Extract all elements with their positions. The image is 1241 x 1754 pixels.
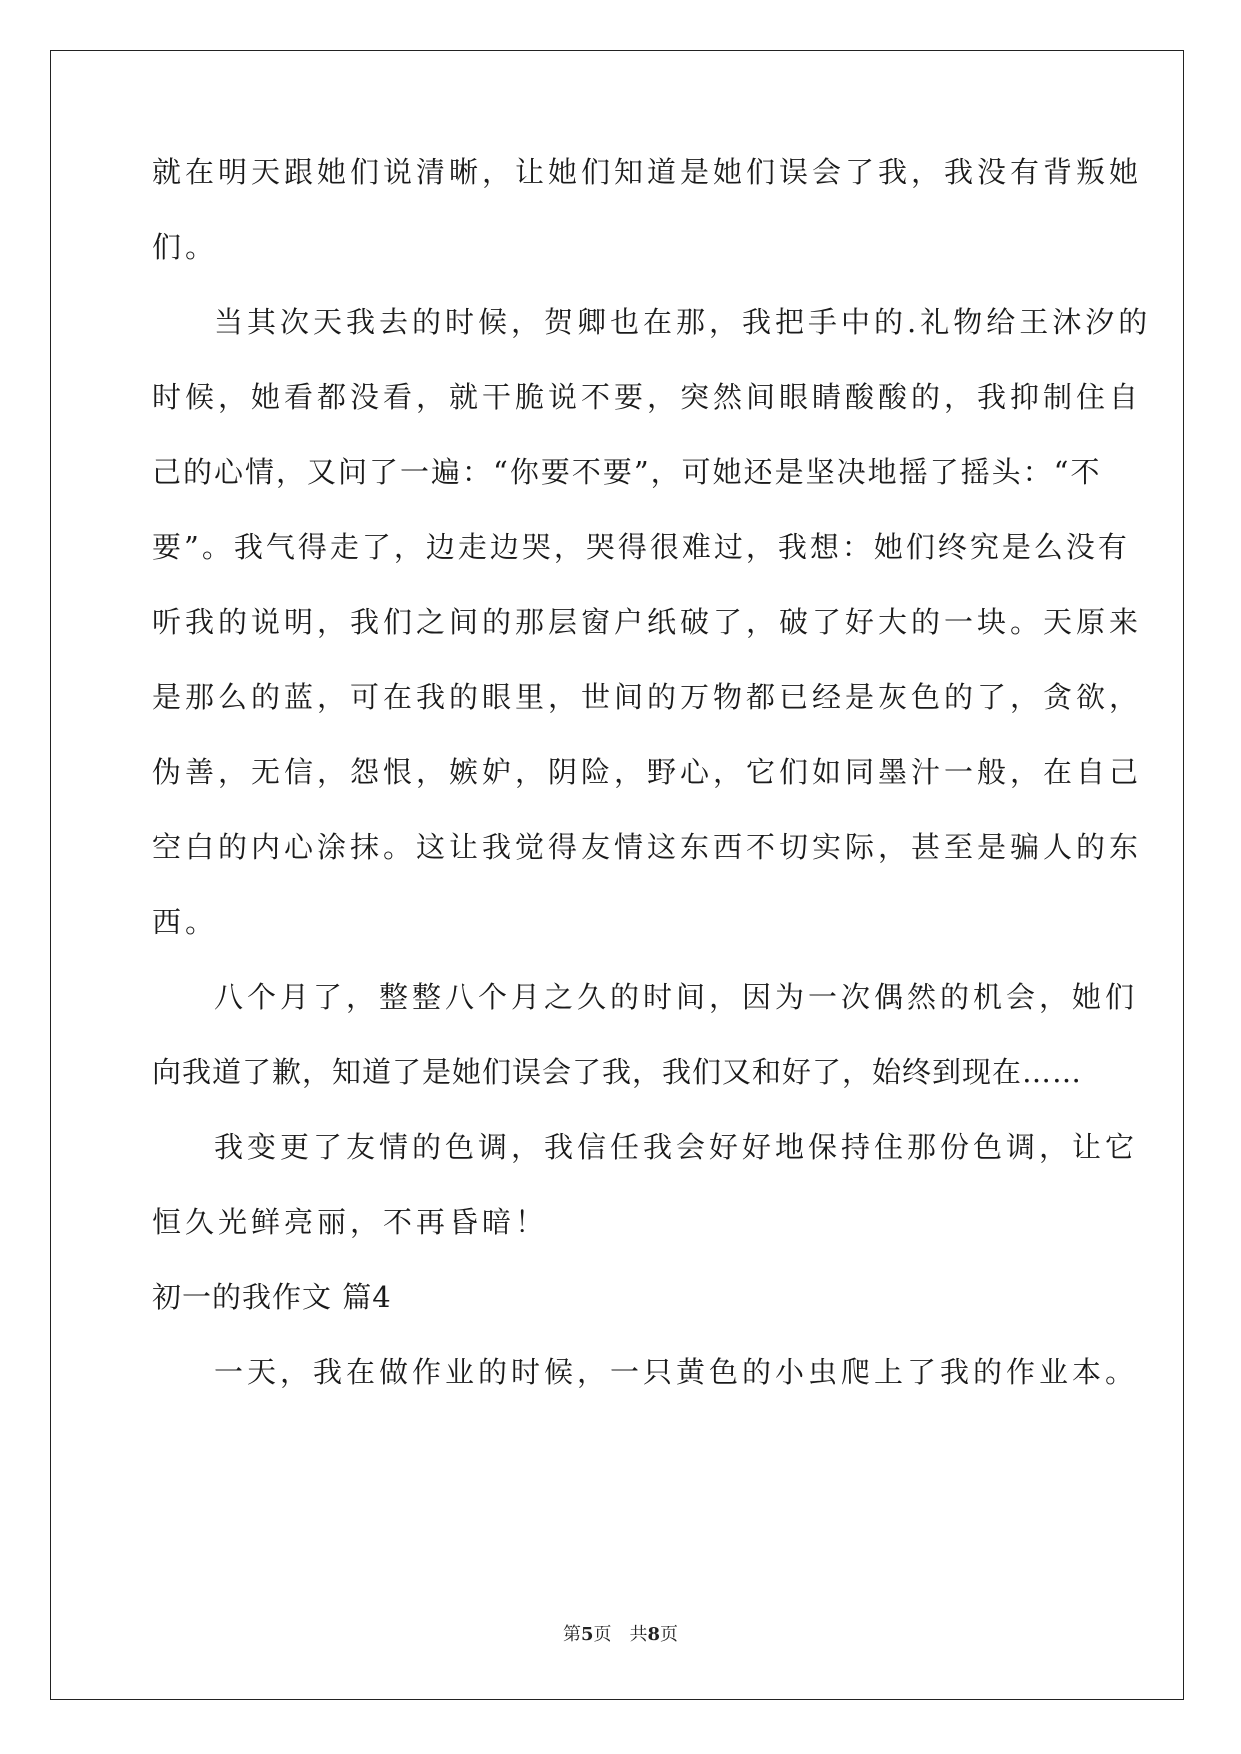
page-footer	[0, 1620, 1241, 1646]
text-line: 就在明天跟她们说清晰，让她们知道是她们误会了我，我没有背叛她	[152, 155, 1143, 189]
page-border	[50, 50, 1184, 1700]
text-line: 要”。我气得走了，边走边哭，哭得很难过，我想：她们终究是么没有	[152, 530, 1130, 564]
paragraph-start: 当其次天我去的时候，贺卿也在那，我把手中的.礼物给王沐汐的	[214, 305, 1152, 339]
paragraph-start: 我变更了友情的色调，我信任我会好好地保持住那份色调，让它	[214, 1130, 1139, 1164]
text-line: 己的心情，又问了一遍：“你要不要”，可她还是坚决地摇了摇头：“不	[152, 455, 1102, 489]
text-line: 向我道了歉，知道了是她们误会了我，我们又和好了，始终到现在……	[152, 1055, 1083, 1089]
text-line: 是那么的蓝，可在我的眼里，世间的万物都已经是灰色的了，贪欲，	[152, 680, 1143, 714]
section-heading: 初一的我作文 篇4	[152, 1280, 392, 1314]
current-page-number: 5	[580, 1624, 594, 1645]
footer-middle: 页 共	[593, 1624, 648, 1645]
footer-prefix: 第	[562, 1624, 581, 1645]
paragraph-start: 八个月了，整整八个月之久的时间，因为一次偶然的机会，她们	[214, 980, 1139, 1014]
text-line: 空白的内心涂抹。这让我觉得友情这东西不切实际，甚至是骗人的东	[152, 830, 1143, 864]
text-line: 伪善，无信，怨恨，嫉妒，阴险，野心，它们如同墨汁一般，在自己	[152, 755, 1143, 789]
total-page-number: 8	[647, 1624, 661, 1645]
text-line: 恒久光鲜亮丽，不再昏暗！	[152, 1205, 549, 1239]
text-line: 西。	[152, 905, 219, 939]
text-line: 时候，她看都没看，就干脆说不要，突然间眼睛酸酸的，我抑制住自	[152, 380, 1143, 414]
footer-suffix: 页	[660, 1624, 679, 1645]
text-line: 们。	[152, 230, 219, 264]
paragraph-start: 一天，我在做作业的时候，一只黄色的小虫爬上了我的作业本。	[214, 1355, 1139, 1389]
text-line: 听我的说明，我们之间的那层窗户纸破了，破了好大的一块。天原来	[152, 605, 1143, 639]
